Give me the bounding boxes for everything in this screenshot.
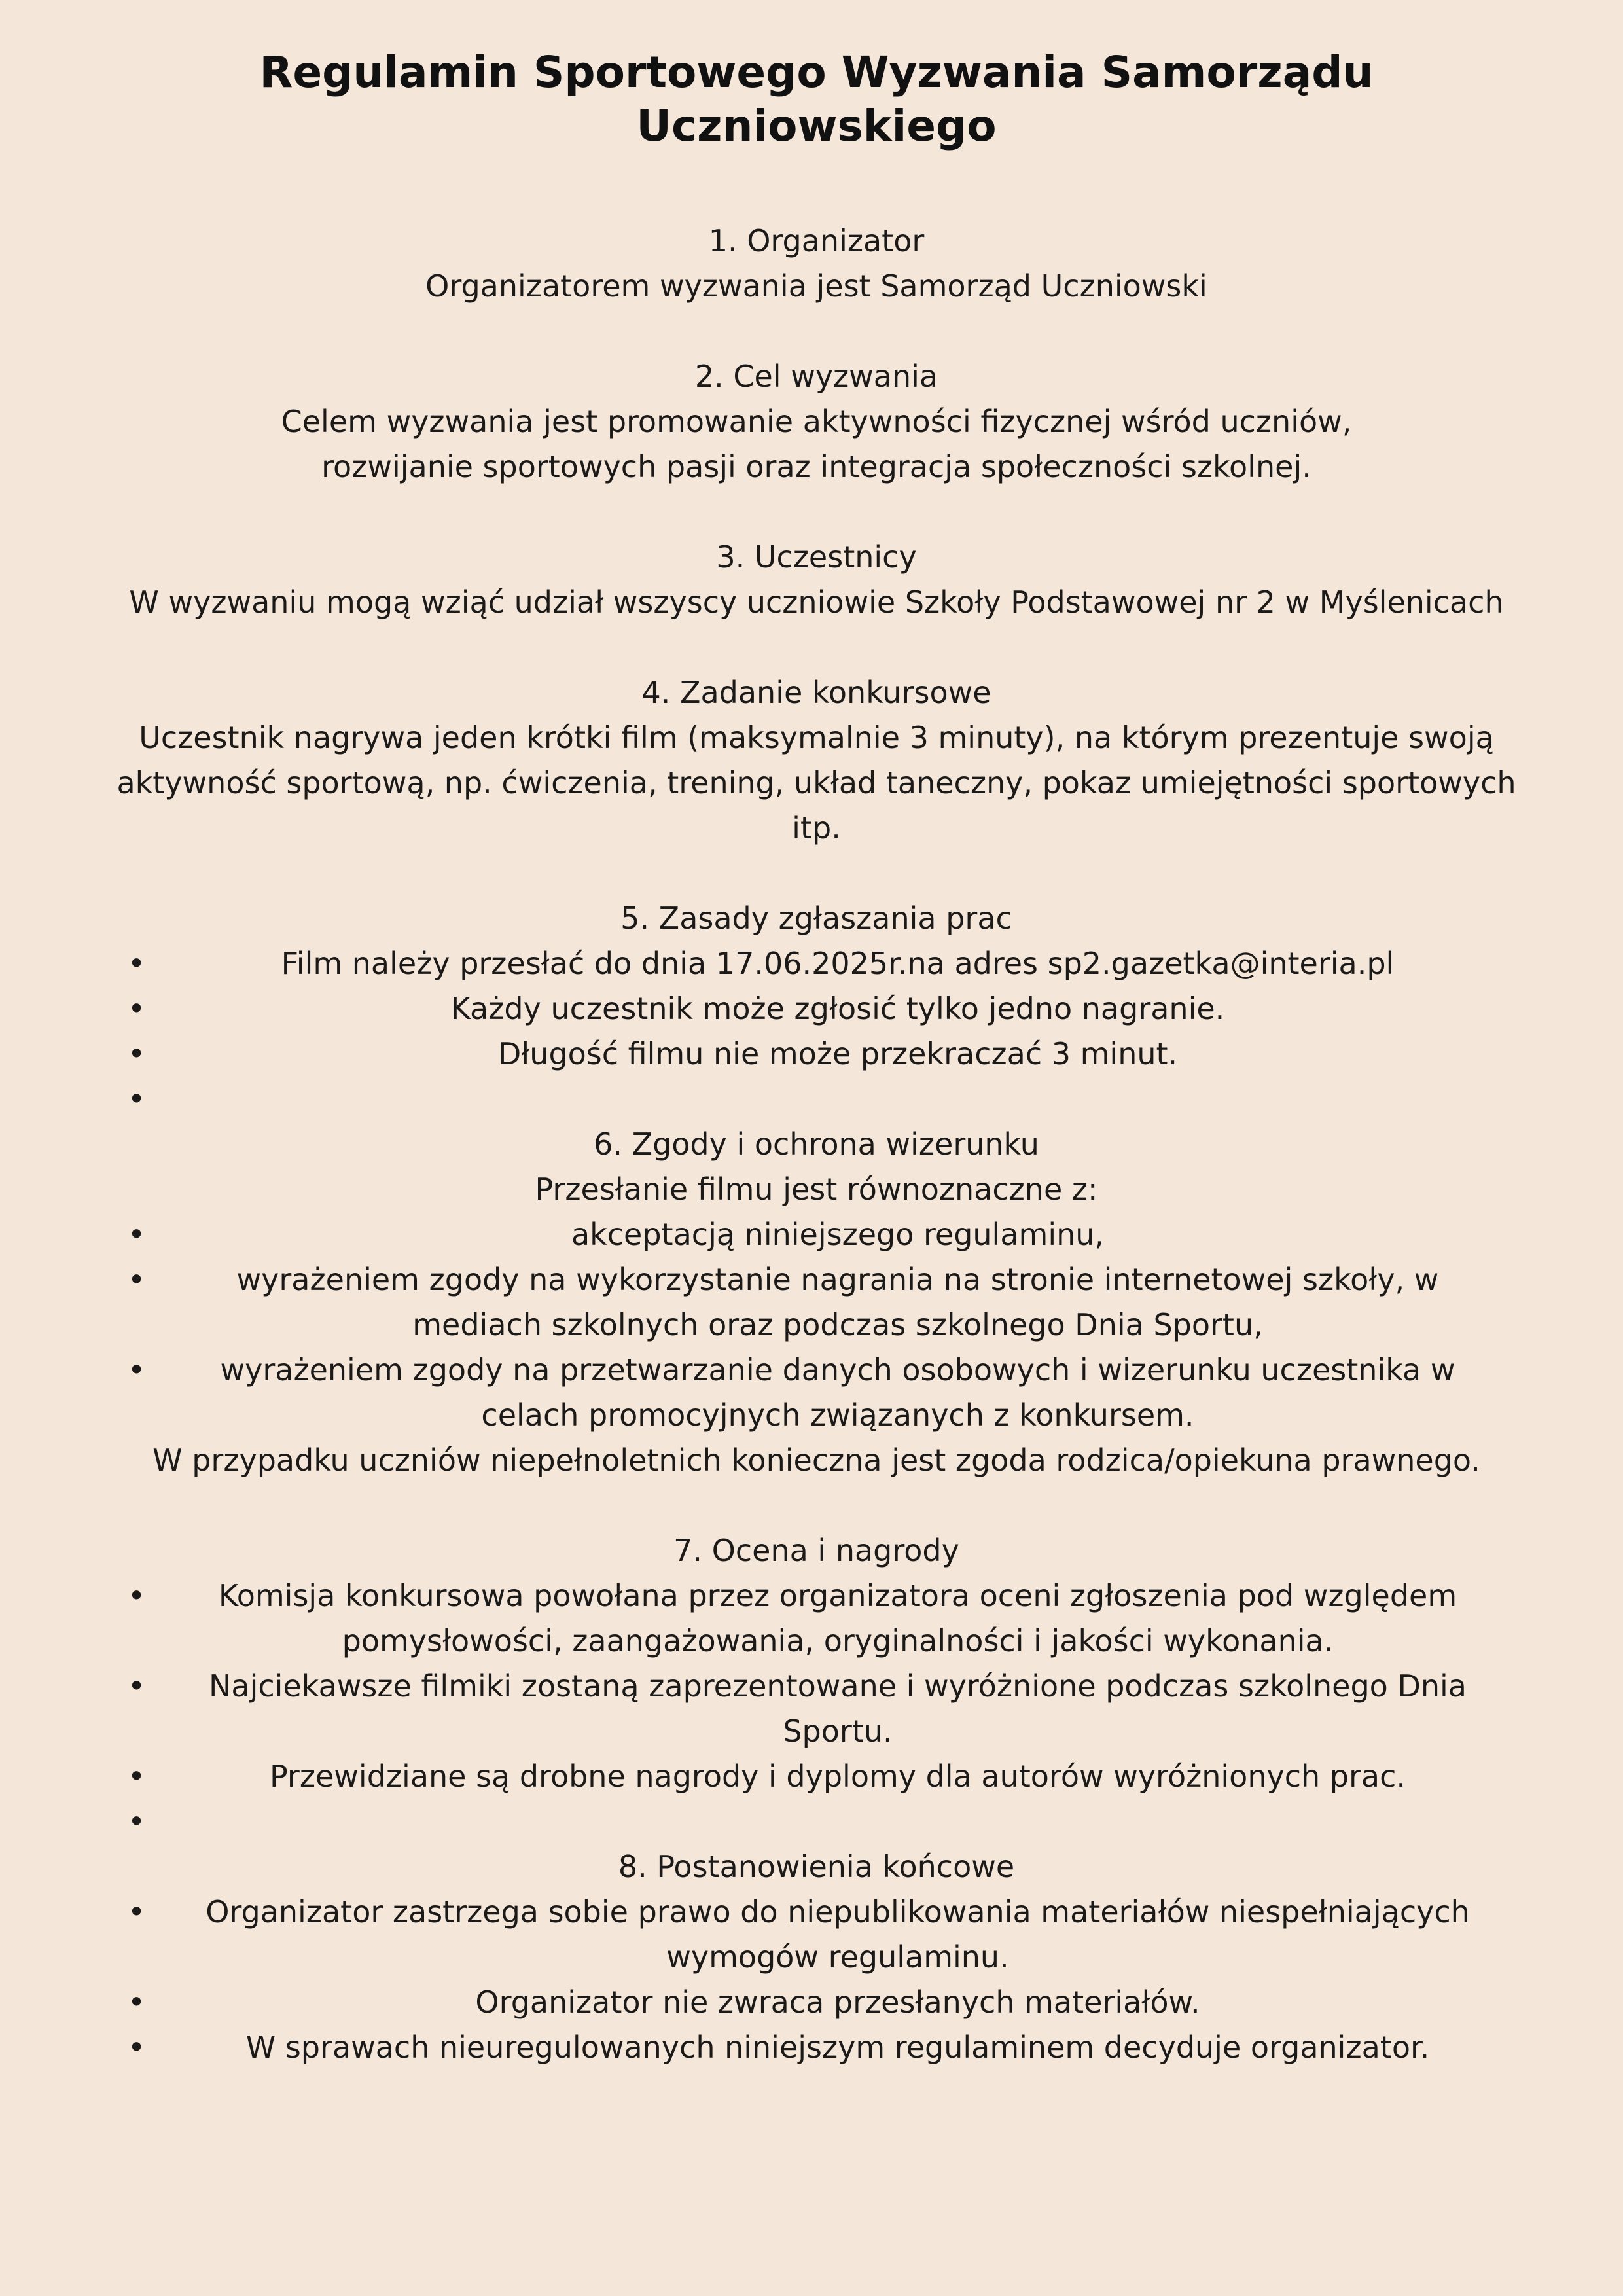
list-item-text: Organizator nie zwraca przesłanych materiałów.: [475, 1984, 1200, 2020]
section-text: Uczestnik nagrywa jeden krótki film (maksymalnie 3 minuty), na którym prezentuje swoją aktywność sportową, np. ćwiczenia, trening, układ taneczny, pokaz umiejętności sportowych itp.: [116, 720, 1516, 846]
section-heading: 3. Uczestnicy: [716, 539, 917, 575]
list-item: [108, 1257, 1525, 1348]
list-item-text: wyrażeniem zgody na przetwarzanie danych osobowych i wizerunku uczestnika w celach promocyjnych związanych z konkursem.: [220, 1352, 1455, 1433]
section-text: Celem wyzwania jest promowanie aktywności fizycznej wśród uczniów, rozwijanie sportowych pasji oraz integracja społeczności szkolnej.: [281, 404, 1352, 484]
document-title: Regulamin Sportowego Wyzwania Samorządu Uczniowskiego: [259, 47, 1374, 151]
section-ocena-nagrody: [108, 1528, 1525, 1844]
list-item-text: Najciekawsze filmiki zostaną zaprezentowane i wyróżnione podczas szkolnego Dnia Sportu.: [208, 1668, 1467, 1749]
spacer: [108, 490, 1525, 535]
list-item-text: Film należy przesłać do dnia 17.06.2025r.na adres sp2.gazetka@interia.pl: [281, 946, 1395, 981]
section-zgody-wizerunek: [108, 1122, 1525, 1483]
bullet-icon: •: [128, 991, 146, 1026]
bullet-list: [108, 1212, 1525, 1438]
section-heading: 5. Zasady zgłaszania prac: [620, 901, 1012, 936]
section-heading: 6. Zgody i ochrona wizerunku: [594, 1126, 1039, 1162]
section-text: Organizatorem wyzwania jest Samorząd Uczniowski: [425, 268, 1207, 304]
list-item: [108, 941, 1525, 986]
list-item: [108, 1573, 1525, 1664]
empty-list-item: [108, 1799, 1525, 1844]
list-item-text: wyrażeniem zgody na wykorzystanie nagrania na stronie internetowej szkoły, w mediach szkolnych oraz podczas szkolnego Dnia Sportu,: [236, 1262, 1439, 1342]
section-zasady-zglaszania: [108, 896, 1525, 1122]
list-item: [108, 1031, 1525, 1077]
bullet-icon: •: [128, 1262, 146, 1297]
bullet-icon: •: [128, 1217, 146, 1252]
section-heading: 8. Postanowienia końcowe: [618, 1849, 1015, 1884]
list-item: [108, 986, 1525, 1031]
bullet-icon: •: [128, 1036, 146, 1071]
spacer: [108, 625, 1525, 670]
spacer: [108, 1483, 1525, 1528]
section-heading: 4. Zadanie konkursowe: [641, 675, 991, 710]
list-item: [108, 1212, 1525, 1257]
section-zadanie-konkursowe: [108, 670, 1525, 851]
list-item-text: Każdy uczestnik może zgłosić tylko jedno nagranie.: [450, 991, 1225, 1026]
bullet-icon: •: [128, 1081, 146, 1117]
section-postanowienia-koncowe: [108, 1844, 1525, 2070]
spacer: [108, 851, 1525, 896]
list-item: [108, 1890, 1525, 1980]
bullet-icon: •: [128, 1668, 146, 1704]
list-item-text: W sprawach nieuregulowanych niniejszym regulaminem decyduje organizator.: [245, 2030, 1430, 2065]
empty-list-item: [108, 1077, 1525, 1122]
bullet-icon: •: [128, 1804, 146, 1839]
section-cel-wyzwania: [108, 354, 1525, 490]
list-item: [108, 2025, 1525, 2070]
bullet-list: [108, 1573, 1525, 1844]
list-item: [108, 1754, 1525, 1799]
bullet-icon: •: [128, 1759, 146, 1794]
list-item-text: Komisja konkursowa powołana przez organizatora oceni zgłoszenia pod względem pomysłowości, zaangażowania, oryginalności i jakości wykonania.: [218, 1578, 1457, 1659]
section-heading: 7. Ocena i nagrody: [673, 1533, 959, 1568]
section-note: W przypadku uczniów niepełnoletnich konieczna jest zgoda rodzica/opiekuna prawnego.: [152, 1443, 1480, 1478]
list-item-text: Organizator zastrzega sobie prawo do niepublikowania materiałów niespełniających wymogów regulaminu.: [205, 1894, 1470, 1975]
list-item: [108, 1980, 1525, 2025]
section-heading: 2. Cel wyzwania: [694, 359, 938, 394]
spacer: [108, 309, 1525, 354]
list-item: [108, 1348, 1525, 1438]
list-item-text: akceptacją niniejszego regulaminu,: [571, 1217, 1105, 1252]
bullet-list: [108, 941, 1525, 1122]
section-text: W wyzwaniu mogą wziąć udział wszyscy uczniowie Szkoły Podstawowej nr 2 w Myślenicach: [129, 584, 1504, 620]
section-heading: 1. Organizator: [708, 223, 925, 259]
section-intro: Przesłanie filmu jest równoznaczne z:: [535, 1172, 1098, 1207]
bullet-icon: •: [128, 1984, 146, 2020]
bullet-list: [108, 1890, 1525, 2070]
section-organizator: [108, 219, 1525, 309]
bullet-icon: •: [128, 2030, 146, 2065]
list-item: [108, 1664, 1525, 1754]
bullet-icon: •: [128, 1352, 146, 1388]
bullet-icon: •: [128, 946, 146, 981]
section-uczestnicy: [108, 535, 1525, 625]
bullet-icon: •: [128, 1894, 146, 1929]
bullet-icon: •: [128, 1578, 146, 1613]
list-item-text: Długość filmu nie może przekraczać 3 minut.: [497, 1036, 1178, 1071]
list-item-text: Przewidziane są drobne nagrody i dyplomy dla autorów wyróżnionych prac.: [270, 1759, 1406, 1794]
